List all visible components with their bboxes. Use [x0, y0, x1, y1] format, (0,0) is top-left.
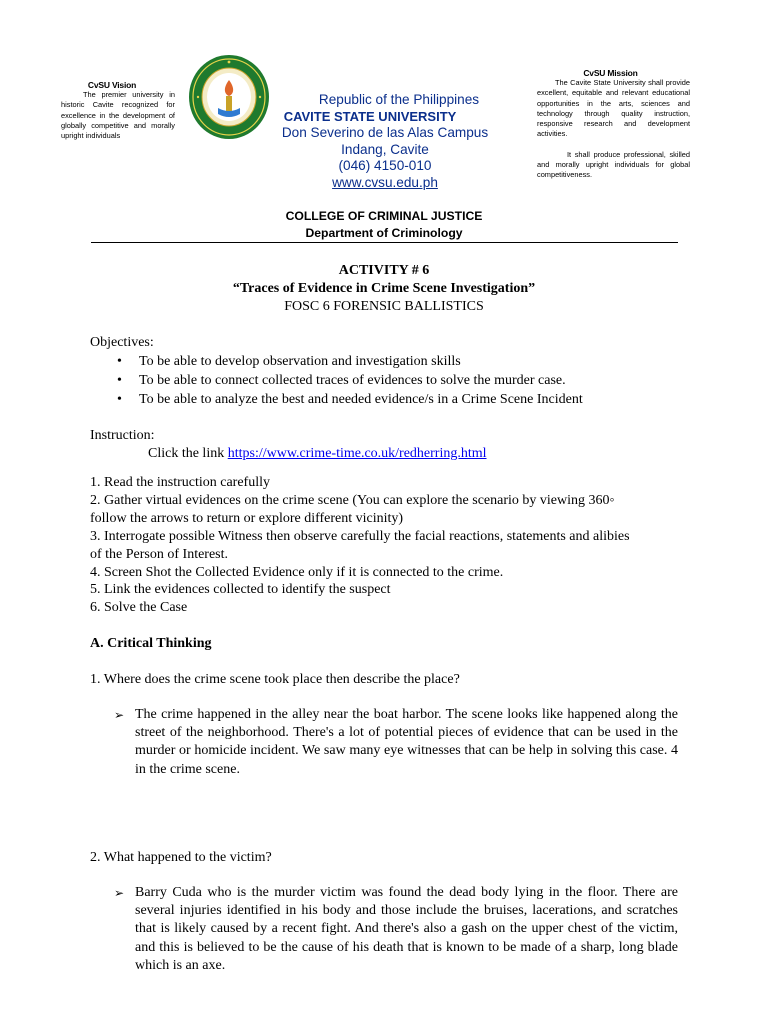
- bullet: •: [117, 373, 122, 388]
- answer-2-text: Barry Cuda who is the murder victim was found the dead body lying in the floor. There are several injuries identified in his body and those include the bruises, lacerations, and scratches that is likely caused by a recent fight. And there's also a gash on the upper chest of the victim, and this is believed to be the cause of his death that is known to be made of a sharp, long blade which is an axe.: [135, 885, 678, 973]
- course-title: FOSC 6 FORENSIC BALLISTICS: [284, 299, 484, 314]
- campus-line: Don Severino de las Alas Campus: [281, 125, 489, 140]
- mission-block: [537, 68, 690, 181]
- phone-line: [270, 158, 500, 175]
- instruction-step: of the Person of Interest.: [90, 547, 229, 562]
- activity-number: ACTIVITY # 6: [338, 263, 430, 278]
- university-name: CAVITE STATE UNIVERSITY: [283, 108, 457, 124]
- instruction-step: 4. Screen Shot the Collected Evidence only if it is connected to the crime.: [90, 565, 504, 580]
- instruction-click-line: [148, 445, 487, 463]
- phone-number: (046) 4150-010: [338, 158, 432, 173]
- university-header: [270, 92, 500, 191]
- question-2: 2. What happened to the victim?: [90, 850, 272, 865]
- objective-item: • To be able to analyze the best and needed evidence/s in a Crime Scene Incident: [117, 392, 583, 407]
- header-divider: [91, 242, 678, 243]
- instruction-step: 1. Read the instruction carefully: [90, 475, 270, 490]
- location-line: Indang, Cavite: [341, 141, 429, 157]
- bullet: •: [117, 392, 122, 407]
- instruction-step: 6. Solve the Case: [90, 600, 188, 615]
- college-name: COLLEGE OF CRIMINAL JUSTICE: [285, 209, 483, 223]
- instruction-step: follow the arrows to return or explore different vicinity): [90, 511, 404, 526]
- answer-1-text: The crime happened in the alley near the boat harbor. The scene looks like happened along the street of the neighborhood. There's a lot of potential pieces of evidence that can be used in the murder or homicide incident. We saw many eye witnesses that can be help in solving this case. 4 in the crime scene.: [135, 707, 678, 777]
- bullet: •: [117, 354, 122, 369]
- department-name: Department of Criminology: [305, 226, 463, 240]
- website-link[interactable]: www.cvsu.edu.ph: [332, 174, 438, 190]
- question-1: 1. Where does the crime scene took place then describe the place?: [90, 672, 460, 687]
- answer-2: [114, 884, 678, 975]
- mission-paragraph-1: The Cavite State University shall provide excellent, equitable and relevant educational opportunities in the arts, sciences and technology through quality instruction, responsive research and development activities.: [537, 78, 690, 139]
- arrow-bullet-icon: ➢: [114, 708, 125, 722]
- mission-paragraph-2: It shall produce professional, skilled and morally upright individuals for global competitiveness.: [537, 149, 690, 180]
- objective-item: • To be able to connect collected traces of evidences to solve the murder case.: [117, 373, 566, 388]
- mission-title: CvSU Mission: [583, 68, 638, 78]
- arrow-bullet-icon: ➢: [114, 886, 125, 900]
- objectives-heading: Objectives:: [90, 335, 154, 350]
- section-heading: A. Critical Thinking: [90, 636, 212, 651]
- crime-time-link[interactable]: https://www.crime-time.co.uk/redherring.html: [227, 446, 487, 461]
- vision-title: CvSU Vision: [87, 80, 137, 90]
- answer-1: [114, 706, 678, 779]
- republic-line: Republic of the Philippines: [318, 92, 480, 107]
- vision-block: [61, 80, 175, 141]
- activity-title: “Traces of Evidence in Crime Scene Investigation”: [232, 281, 536, 296]
- instruction-step: 5. Link the evidences collected to identify the suspect: [90, 582, 391, 597]
- mission-text: [537, 78, 690, 181]
- instruction-heading: Instruction:: [90, 428, 155, 443]
- objective-item: • To be able to develop observation and investigation skills: [117, 354, 461, 369]
- instruction-step: 3. Interrogate possible Witness then observe carefully the facial reactions, statements and alibies: [90, 529, 630, 544]
- click-text: Click the link: [148, 446, 228, 461]
- vision-text: The premier university in historic Cavite recognized for excellence in the development of globally competitive and morally upright individuals: [61, 90, 175, 141]
- instruction-step: 2. Gather virtual evidences on the crime scene (You can explore the scenario by viewing 360◦: [90, 493, 615, 508]
- university-seal-icon: [188, 54, 270, 140]
